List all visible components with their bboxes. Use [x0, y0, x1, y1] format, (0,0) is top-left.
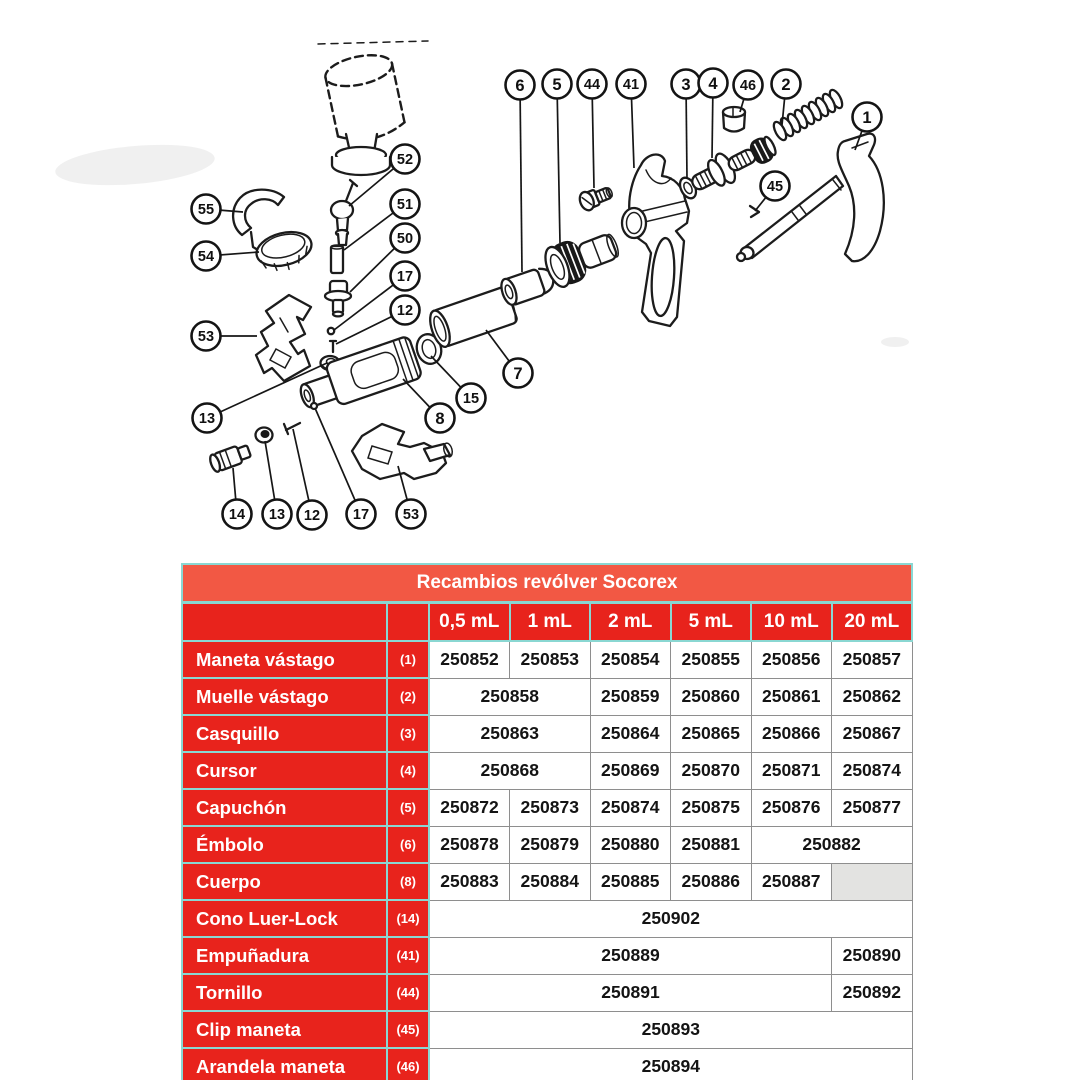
- part-number-cell: 250870: [671, 752, 752, 789]
- scan-smudge: [54, 139, 217, 191]
- part-nozzle-50: [325, 281, 351, 316]
- part-ref-cell: (44): [387, 974, 429, 1011]
- callout-44: [578, 70, 607, 99]
- part-number-cell: 250886: [671, 863, 752, 900]
- part-number-cell: 250877: [832, 789, 913, 826]
- part-number-cell: 250883: [429, 863, 510, 900]
- part-number-cell: 250855: [671, 641, 752, 678]
- table-row: [182, 1011, 912, 1048]
- callout-number: 5: [552, 76, 562, 94]
- table-row: [182, 937, 912, 974]
- callout-number: 17: [352, 507, 370, 523]
- callout-number: 15: [462, 391, 480, 407]
- size-header: 5 mL: [671, 603, 752, 642]
- callout-15: [457, 384, 486, 413]
- part-pin-12: [330, 341, 336, 352]
- part-number-cell: 250887: [751, 863, 832, 900]
- part-ref-cell: (41): [387, 937, 429, 974]
- callout-54: [192, 242, 221, 271]
- part-ref-cell: (5): [387, 789, 429, 826]
- table-row: [182, 715, 912, 752]
- part-number-cell: 250890: [832, 937, 913, 974]
- part-number-cell: 250854: [590, 641, 671, 678]
- part-number-cell: 250864: [590, 715, 671, 752]
- part-number-cell: 250858: [429, 678, 590, 715]
- callout-number: 2: [781, 76, 791, 94]
- part-number-cell: 250863: [429, 715, 590, 752]
- callout-number: 6: [515, 77, 525, 95]
- callout-14: [223, 500, 252, 529]
- callout-number: 7: [513, 365, 523, 383]
- part-pin-12-lower: [284, 423, 300, 434]
- part-cap-5: [541, 225, 624, 290]
- callout-13: [263, 500, 292, 529]
- part-number-cell: 250871: [751, 752, 832, 789]
- callout-number: 53: [402, 507, 420, 523]
- callout-number: 4: [708, 75, 718, 93]
- callout-number: 45: [766, 179, 784, 195]
- callout-41: [617, 70, 646, 99]
- part-number-cell: 250889: [429, 937, 832, 974]
- callout-55: [192, 195, 221, 224]
- part-number-cell: 250902: [429, 900, 912, 937]
- part-name-cell: Tornillo: [182, 974, 387, 1011]
- size-header: 1 mL: [510, 603, 591, 642]
- callout-7: [504, 359, 533, 388]
- callout-17: [347, 500, 376, 529]
- part-name-cell: Cursor: [182, 752, 387, 789]
- part-name-cell: Empuñadura: [182, 937, 387, 974]
- callout-13: [193, 404, 222, 433]
- table-row: [182, 863, 912, 900]
- part-number-cell: 250867: [832, 715, 913, 752]
- callout-53: [192, 322, 221, 351]
- part-ref-cell: (45): [387, 1011, 429, 1048]
- callout-2: [772, 70, 801, 99]
- callout-number: 55: [197, 202, 215, 218]
- scan-smudge: [881, 337, 909, 347]
- leader-line: [520, 85, 522, 272]
- table-row: [182, 974, 912, 1011]
- part-tube-51: [331, 245, 343, 273]
- part-number-cell: 250892: [832, 974, 913, 1011]
- table-row: [182, 752, 912, 789]
- part-number-cell: 250875: [671, 789, 752, 826]
- part-cone-14: [208, 442, 252, 473]
- callout-6: [506, 71, 535, 100]
- part-number-cell: 250893: [429, 1011, 912, 1048]
- table-title: Recambios revólver Socorex: [182, 564, 912, 603]
- part-number-cell: 250856: [751, 641, 832, 678]
- callout-45: [761, 172, 790, 201]
- callout-number: 13: [198, 411, 216, 427]
- callout-3: [672, 70, 701, 99]
- callout-52: [391, 145, 420, 174]
- leader-line: [315, 408, 361, 514]
- part-name-cell: Maneta vástago: [182, 641, 387, 678]
- callout-4: [699, 69, 728, 98]
- callout-8: [426, 404, 455, 433]
- part-number-cell: 250853: [510, 641, 591, 678]
- table-row: [182, 900, 912, 937]
- callout-number: 8: [435, 410, 445, 428]
- table-row: [182, 826, 912, 863]
- callout-number: 14: [228, 507, 246, 523]
- part-number-cell: 250881: [671, 826, 752, 863]
- part-ref-cell: (46): [387, 1048, 429, 1080]
- part-frame-41: [622, 154, 689, 326]
- part-ball-17: [328, 328, 334, 334]
- callout-number: 51: [396, 197, 414, 213]
- part-number-cell: 250860: [671, 678, 752, 715]
- empty-cell: [832, 863, 913, 900]
- callout-number: 52: [396, 152, 414, 168]
- callout-51: [391, 190, 420, 219]
- part-name-cell: Capuchón: [182, 789, 387, 826]
- part-number-cell: 250865: [671, 715, 752, 752]
- callout-5: [543, 70, 572, 99]
- part-number-cell: 250891: [429, 974, 832, 1011]
- part-number-cell: 250882: [751, 826, 912, 863]
- part-ring-13-lower: [256, 428, 273, 443]
- part-ref-cell: (6): [387, 826, 429, 863]
- callout-number: 13: [268, 507, 286, 523]
- callout-number: 3: [681, 76, 691, 94]
- part-number-cell: 250894: [429, 1048, 912, 1080]
- part-number-cell: 250861: [751, 678, 832, 715]
- callout-number: 54: [197, 249, 215, 265]
- header-ref-spacer: [387, 603, 429, 642]
- part-number-cell: 250874: [590, 789, 671, 826]
- part-cup-46: [723, 107, 745, 132]
- part-name-cell: Muelle vástago: [182, 678, 387, 715]
- part-ref-cell: (2): [387, 678, 429, 715]
- callout-12: [298, 501, 327, 530]
- parts-table: [181, 563, 913, 1080]
- part-number-cell: 250869: [590, 752, 671, 789]
- callout-46: [734, 71, 763, 100]
- part-number-cell: 250866: [751, 715, 832, 752]
- callout-number: 12: [396, 303, 414, 319]
- part-name-cell: Clip maneta: [182, 1011, 387, 1048]
- part-number-cell: 250880: [590, 826, 671, 863]
- table-row: [182, 641, 912, 678]
- part-valve-52: [331, 180, 357, 245]
- part-ref-cell: (3): [387, 715, 429, 752]
- callout-50: [391, 224, 420, 253]
- part-name-cell: Cono Luer-Lock: [182, 900, 387, 937]
- part-number-cell: 250872: [429, 789, 510, 826]
- part-name-cell: Arandela maneta: [182, 1048, 387, 1080]
- callout-17: [391, 262, 420, 291]
- size-header: 0,5 mL: [429, 603, 510, 642]
- callout-number: 46: [739, 78, 757, 94]
- size-header: 2 mL: [590, 603, 671, 642]
- part-number-cell: 250868: [429, 752, 590, 789]
- part-number-cell: 250857: [832, 641, 913, 678]
- part-number-cell: 250884: [510, 863, 591, 900]
- callout-number: 17: [396, 269, 414, 285]
- callout-number: 12: [303, 508, 321, 524]
- callout-53: [397, 500, 426, 529]
- part-screw-44: [577, 182, 615, 212]
- size-header: 10 mL: [751, 603, 832, 642]
- scan-artifact-line: [318, 41, 428, 44]
- header-name-spacer: [182, 603, 387, 642]
- part-ref-cell: (4): [387, 752, 429, 789]
- callout-number: 53: [197, 329, 215, 345]
- part-number-cell: 250852: [429, 641, 510, 678]
- table-row: [182, 789, 912, 826]
- part-name-cell: Émbolo: [182, 826, 387, 863]
- part-number-cell: 250873: [510, 789, 591, 826]
- callout-12: [391, 296, 420, 325]
- part-ball-17-lower: [311, 403, 317, 409]
- part-number-cell: 250876: [751, 789, 832, 826]
- table-row: [182, 678, 912, 715]
- part-ref-cell: (14): [387, 900, 429, 937]
- callout-number: 41: [622, 77, 640, 93]
- part-name-cell: Casquillo: [182, 715, 387, 752]
- part-number-cell: 250874: [832, 752, 913, 789]
- part-number-cell: 250879: [510, 826, 591, 863]
- part-ref-cell: (1): [387, 641, 429, 678]
- part-number-cell: 250878: [429, 826, 510, 863]
- callout-number: 44: [583, 77, 601, 93]
- part-number-cell: 250859: [590, 678, 671, 715]
- part-name-cell: Cuerpo: [182, 863, 387, 900]
- leader-line: [557, 84, 560, 243]
- part-number-cell: 250862: [832, 678, 913, 715]
- size-header: 20 mL: [832, 603, 913, 642]
- part-ref-cell: (8): [387, 863, 429, 900]
- callout-number: 50: [396, 231, 414, 247]
- callout-1: [853, 103, 882, 132]
- table-row: [182, 1048, 912, 1080]
- part-number-cell: 250885: [590, 863, 671, 900]
- callout-number: 1: [862, 109, 872, 127]
- part-band-54: [253, 227, 316, 276]
- part-bracket-53-upper: [256, 295, 311, 381]
